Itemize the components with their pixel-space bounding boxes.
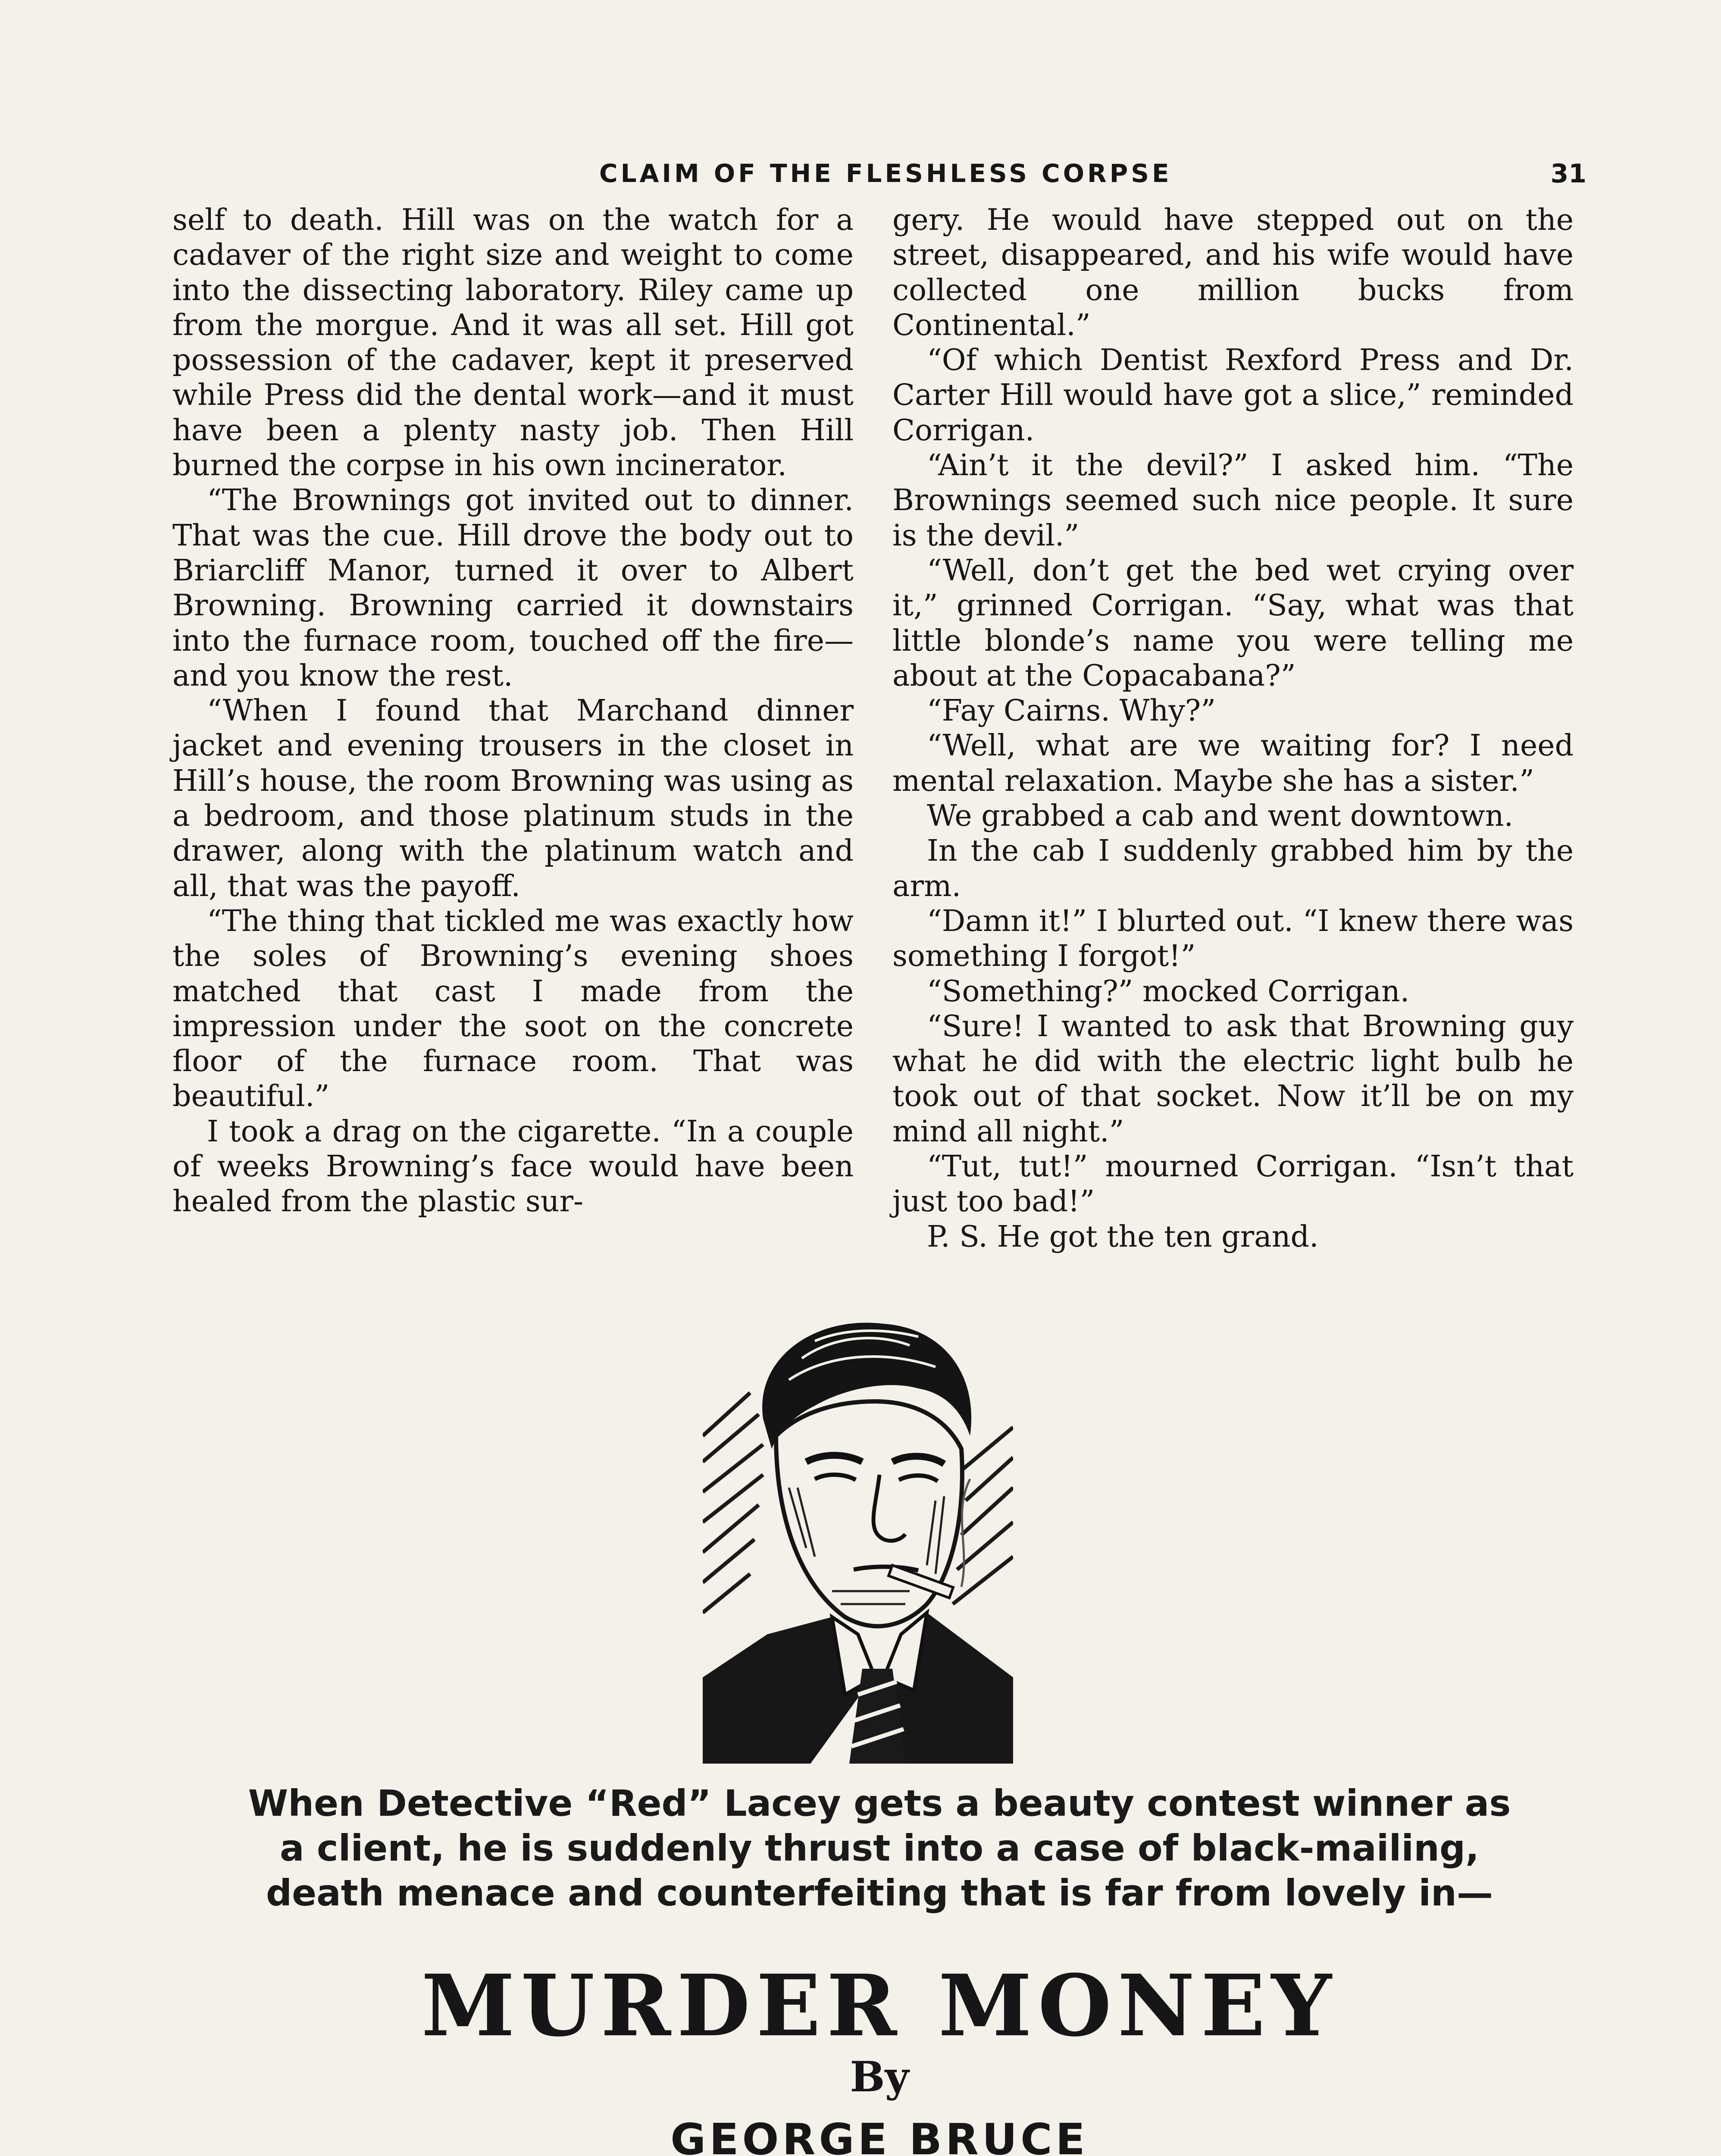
paragraph: “Damn it!” I blurted out. “I knew there was something I forgot!” bbox=[892, 904, 1574, 974]
page-number: 31 bbox=[1550, 159, 1586, 189]
paragraph: “When I found that Marchand dinner jacket and evening trousers in the closet in Hill’s house, the room Browning was using as a bedroom, and those platinum studs in the drawer, along with the platinum watch and all, that was the payoff. bbox=[172, 694, 854, 903]
paragraph: “Fay Cairns. Why?” bbox=[927, 694, 1216, 728]
paragraph: “The thing that tickled me was exactly how the soles of Browning’s evening shoes matched that cast I made from the impression under the soot on the concrete floor of the furnace room. That was beautiful.” bbox=[172, 904, 854, 1114]
paragraph: self to death. Hill was on the watch for a cadaver of the right size and weight to come into the dissecting laboratory. Riley came up from the morgue. And it was all set. Hill got possession of the cadaver, kept it preserved while Press did the dental work—and it must have been a plenty nasty job. Then Hill burned the corpse in his own incinerator. bbox=[172, 203, 854, 483]
paragraph: “Sure! I wanted to ask that Browning guy what he did with the electric light bulb he took out of that socket. Now it’ll be on my mind all night.” bbox=[892, 1009, 1574, 1149]
promo-by: By bbox=[850, 2053, 909, 2101]
running-title: CLAIM OF THE FLESHLESS CORPSE bbox=[599, 159, 1172, 188]
paragraph: “Well, don’t get the bed wet crying over it,” grinned Corrigan. “Say, what was that little blonde’s name you were telling me about at the Copacabana?” bbox=[892, 553, 1574, 693]
paragraph: “Ain’t it the devil?” I asked him. “The Brownings seemed such nice people. It sure is the devil.” bbox=[892, 448, 1574, 553]
running-head bbox=[172, 159, 1586, 206]
next-issue-promo bbox=[172, 1781, 1586, 2156]
paragraph: “Of which Dentist Rexford Press and Dr. Carter Hill would have got a slice,” reminded Corrigan. bbox=[892, 343, 1574, 448]
paragraph: gery. He would have stepped out on the street, disappeared, and his wife would have collected one million bucks from Continental.” bbox=[892, 203, 1574, 342]
paragraph: “Tut, tut!” mourned Corrigan. “Isn’t that just too bad!” bbox=[892, 1150, 1574, 1219]
man-smoking-cigarette-illustration-icon bbox=[703, 1307, 1013, 1764]
paragraph: “Something?” mocked Corrigan. bbox=[927, 974, 1410, 1009]
paragraph: We grabbed a cab and went downtown. bbox=[927, 799, 1514, 834]
paragraph: P. S. He got the ten grand. bbox=[927, 1219, 1319, 1254]
paragraph: I took a drag on the cigarette. “In a couple of weeks Browning’s face would have been healed from the plastic sur- bbox=[172, 1114, 854, 1219]
paragraph: “Well, what are we waiting for? I need mental relaxation. Maybe she has a sister.” bbox=[892, 729, 1574, 798]
paragraph: In the cab I suddenly grabbed him by the arm. bbox=[892, 834, 1574, 903]
left-column bbox=[172, 203, 854, 1219]
promo-author: GEORGE BRUCE bbox=[670, 2114, 1089, 2156]
right-column bbox=[892, 203, 1574, 1254]
paragraph: “The Brownings got invited out to dinner. That was the cue. Hill drove the body out to Briarcliff Manor, turned it over to Albert Browning. Browning carried it downstairs into the furnace room, touched off the fire—and you know the rest. bbox=[172, 483, 854, 693]
promo-blurb: When Detective “Red” Lacey gets a beauty contest winner as a client, he is suddenly thrust into a case of black-mailing, death menace and counterfeiting that is far from lovely in— bbox=[248, 1782, 1511, 1914]
promo-title: MURDER MONEY bbox=[421, 1956, 1338, 2056]
